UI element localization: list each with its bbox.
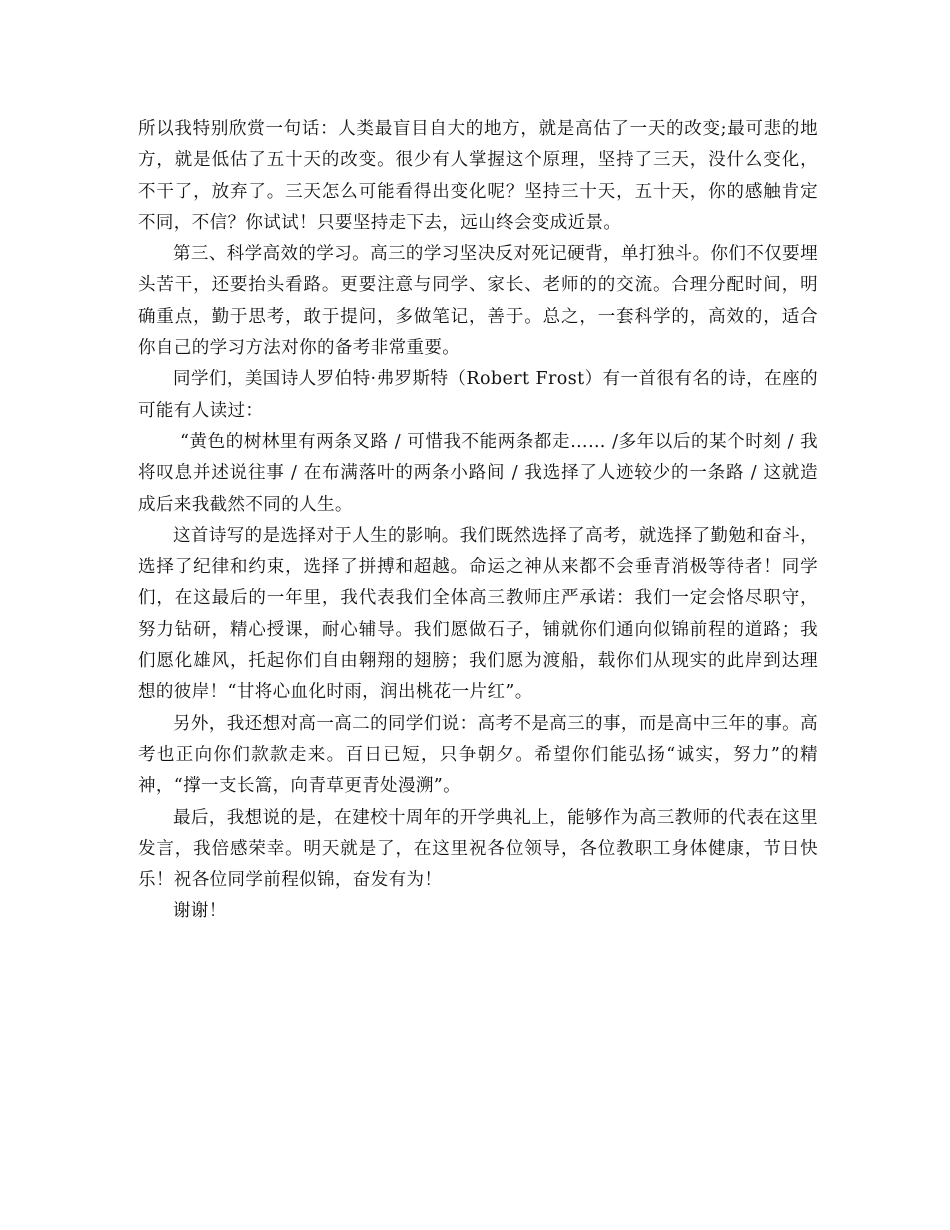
- paragraph-junior-students: 另外，我还想对高一高二的同学们说：高考不是高三的事，而是高中三年的事。高考也正向你们款款走来。百日已短，只争朝夕。希望你们能弘扬“诚实，努力”的精神，“撑一支长篙，向青草更青处漫溯”。: [138, 713, 818, 797]
- document-body: [138, 114, 818, 928]
- paragraph-persistence: 所以我特别欣赏一句话：人类最盲目自大的地方，就是高估了一天的改变;最可悲的地方，就是低估了五十天的改变。很少有人掌握这个原理，坚持了三天，没什么变化，不干了，放弃了。三天怎么可能看得出变化呢？坚持三十天，五十天，你的感触肯定不同，不信？你试试！只要坚持走下去，远山终会变成近景。: [138, 119, 818, 233]
- paragraph-poem-quote: “黄色的树林里有两条叉路 / 可惜我不能两条都走…… /多年以后的某个时刻 / 我将叹息并述说往事 / 在布满落叶的两条小路间 / 我选择了人迹较少的一条路 / 这就造成后来我截然不同的人生。: [138, 431, 818, 515]
- paragraph-efficient-study: 第三、科学高效的学习。高三的学习坚决反对死记硬背，单打独斗。你们不仅要埋头苦干，还要抬头看路。更要注意与同学、家长、老师的的交流。合理分配时间，明确重点，勤于思考，敢于提问，多做笔记，善于。总之，一套科学的，高效的，适合你自己的学习方法对你的备考非常重要。: [138, 244, 818, 359]
- paragraph-poem-intro: 同学们，美国诗人罗伯特·弗罗斯特（Robert Frost）有一首很有名的诗，在座的可能有人读过：: [138, 369, 818, 421]
- paragraph-choice: 这首诗写的是选择对于人生的影响。我们既然选择了高考，就选择了勤勉和奋斗，选择了纪律和约束，选择了拼搏和超越。命运之神从来都不会垂青消极等待者！同学们，在这最后的一年里，我代表我们全体高三教师庄严承诺：我们一定会恪尽职守，努力钻研，精心授课，耐心辅导。我们愿做石子，铺就你们通向似锦前程的道路；我们愿化雄风，托起你们自由翱翔的翅膀；我们愿为渡船，载你们从现实的此岸到达理想的彼岸！“甘将心血化时雨，润出桃花一片红”。: [138, 525, 818, 703]
- paragraph-closing-wishes: 最后，我想说的是，在建校十周年的开学典礼上，能够作为高三教师的代表在这里发言，我倍感荣幸。明天就是了，在这里祝各位领导，各位教职工身体健康，节日快乐！祝各位同学前程似锦，奋发有为！: [138, 807, 818, 891]
- paragraph-thanks: 谢谢！: [173, 901, 227, 922]
